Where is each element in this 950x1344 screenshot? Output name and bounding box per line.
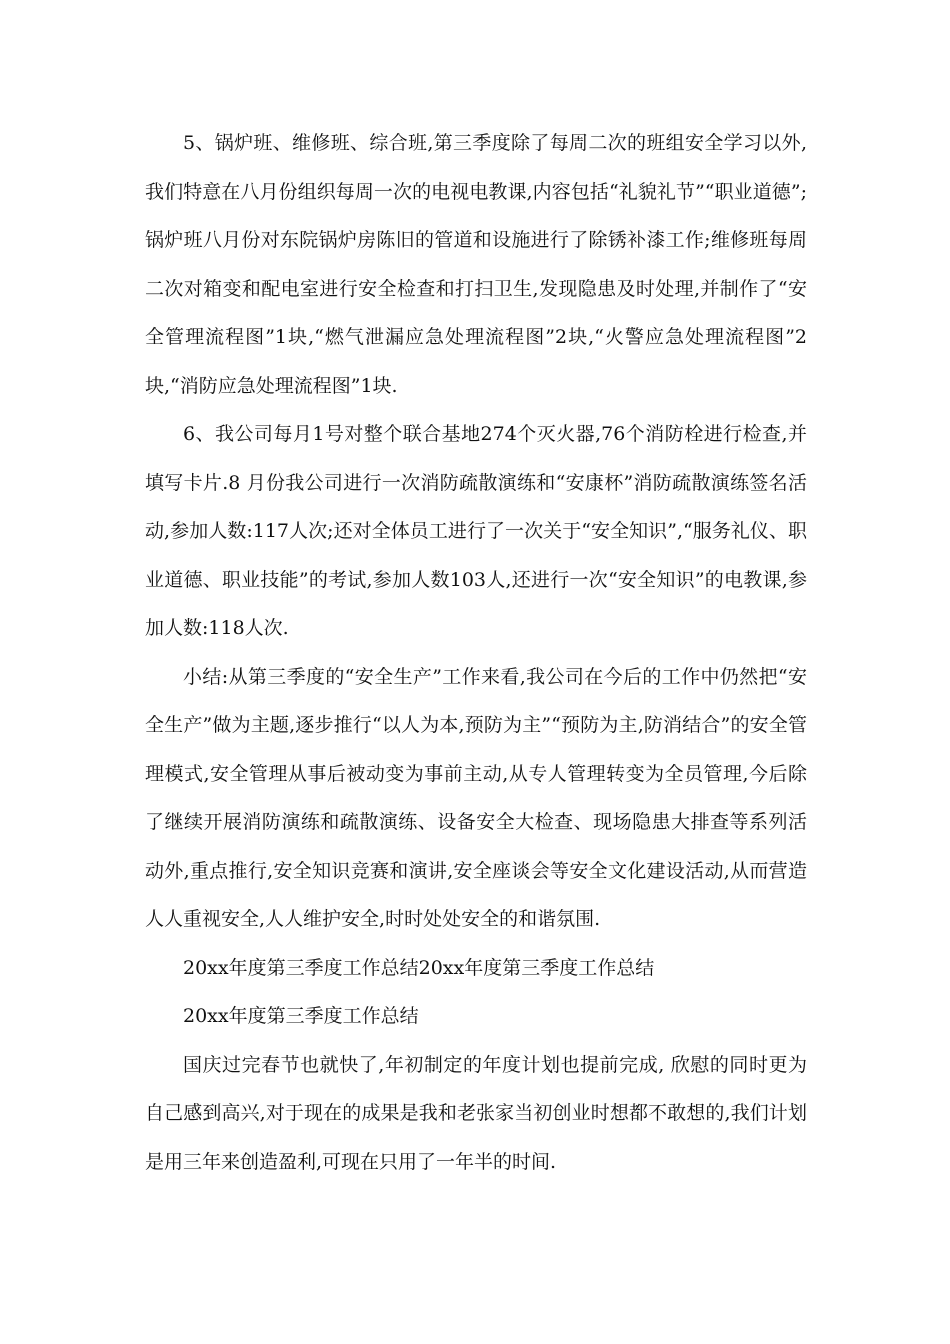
paragraph-summary: 小结:从第三季度的“安全生产”工作来看,我公司在今后的工作中仍然把“安全生产”做为主题,逐步推行“以人为本,预防为主”“预防为主,防消结合”的安全管理模式,安全管理从事后被动变为事前主动,从专人管理转变为全员管理,今后除了继续开展消防演练和疏散演练、设备安全大检查、现场隐患大排查等系列活动外,重点推行,安全知识竞赛和演讲,安全座谈会等安全文化建设活动,从而营造人人重视安全,人人维护安全,时时处处安全的和谐氛围. — [145, 665, 807, 930]
paragraph-boiler-maintenance: 5、锅炉班、维修班、综合班,第三季度除了每周二次的班组安全学习以外,我们特意在八月份组织每周一次的电视电教课,内容包括“礼貌礼节”“职业道德”;锅炉班八月份对东院锅炉房陈旧的管道和设施进行了除锈补漆工作;维修班每周二次对箱变和配电室进行安全检查和打扫卫生,发现隐患及时处理,并制作了“安全管理流程图”1块,“燃气泄漏应急处理流程图”2块,“火警应急处理流程图”2块,“消防应急处理流程图”1块. — [145, 132, 807, 397]
paragraph-national-day: 国庆过完春节也就快了,年初制定的年度计划也提前完成, 欣慰的同时更为自己感到高兴,对于现在的成果是我和老张家当初创业时想都不敢想的,我们计划是用三年来创造盈利,可现在只用了一年半的时间. — [145, 1053, 807, 1173]
document-page — [145, 119, 807, 1186]
paragraph-fire-inspection: 6、我公司每月1号对整个联合基地274个灭火器,76个消防栓进行检查,并填写卡片.8 月份我公司进行一次消防疏散演练和“安康杯”消防疏散演练签名活动,参加人数:117人次;还对全体员工进行了一次关于“安全知识”,“服务礼仪、职业道德、职业技能”的考试,参加人数103人,还进行一次“安全知识”的电教课,参加人数:118人次. — [145, 423, 807, 639]
heading-annual-summary: 20xx年度第三季度工作总结 — [183, 1005, 419, 1027]
heading-annual-summary-repeat: 20xx年度第三季度工作总结20xx年度第三季度工作总结 — [183, 956, 655, 979]
